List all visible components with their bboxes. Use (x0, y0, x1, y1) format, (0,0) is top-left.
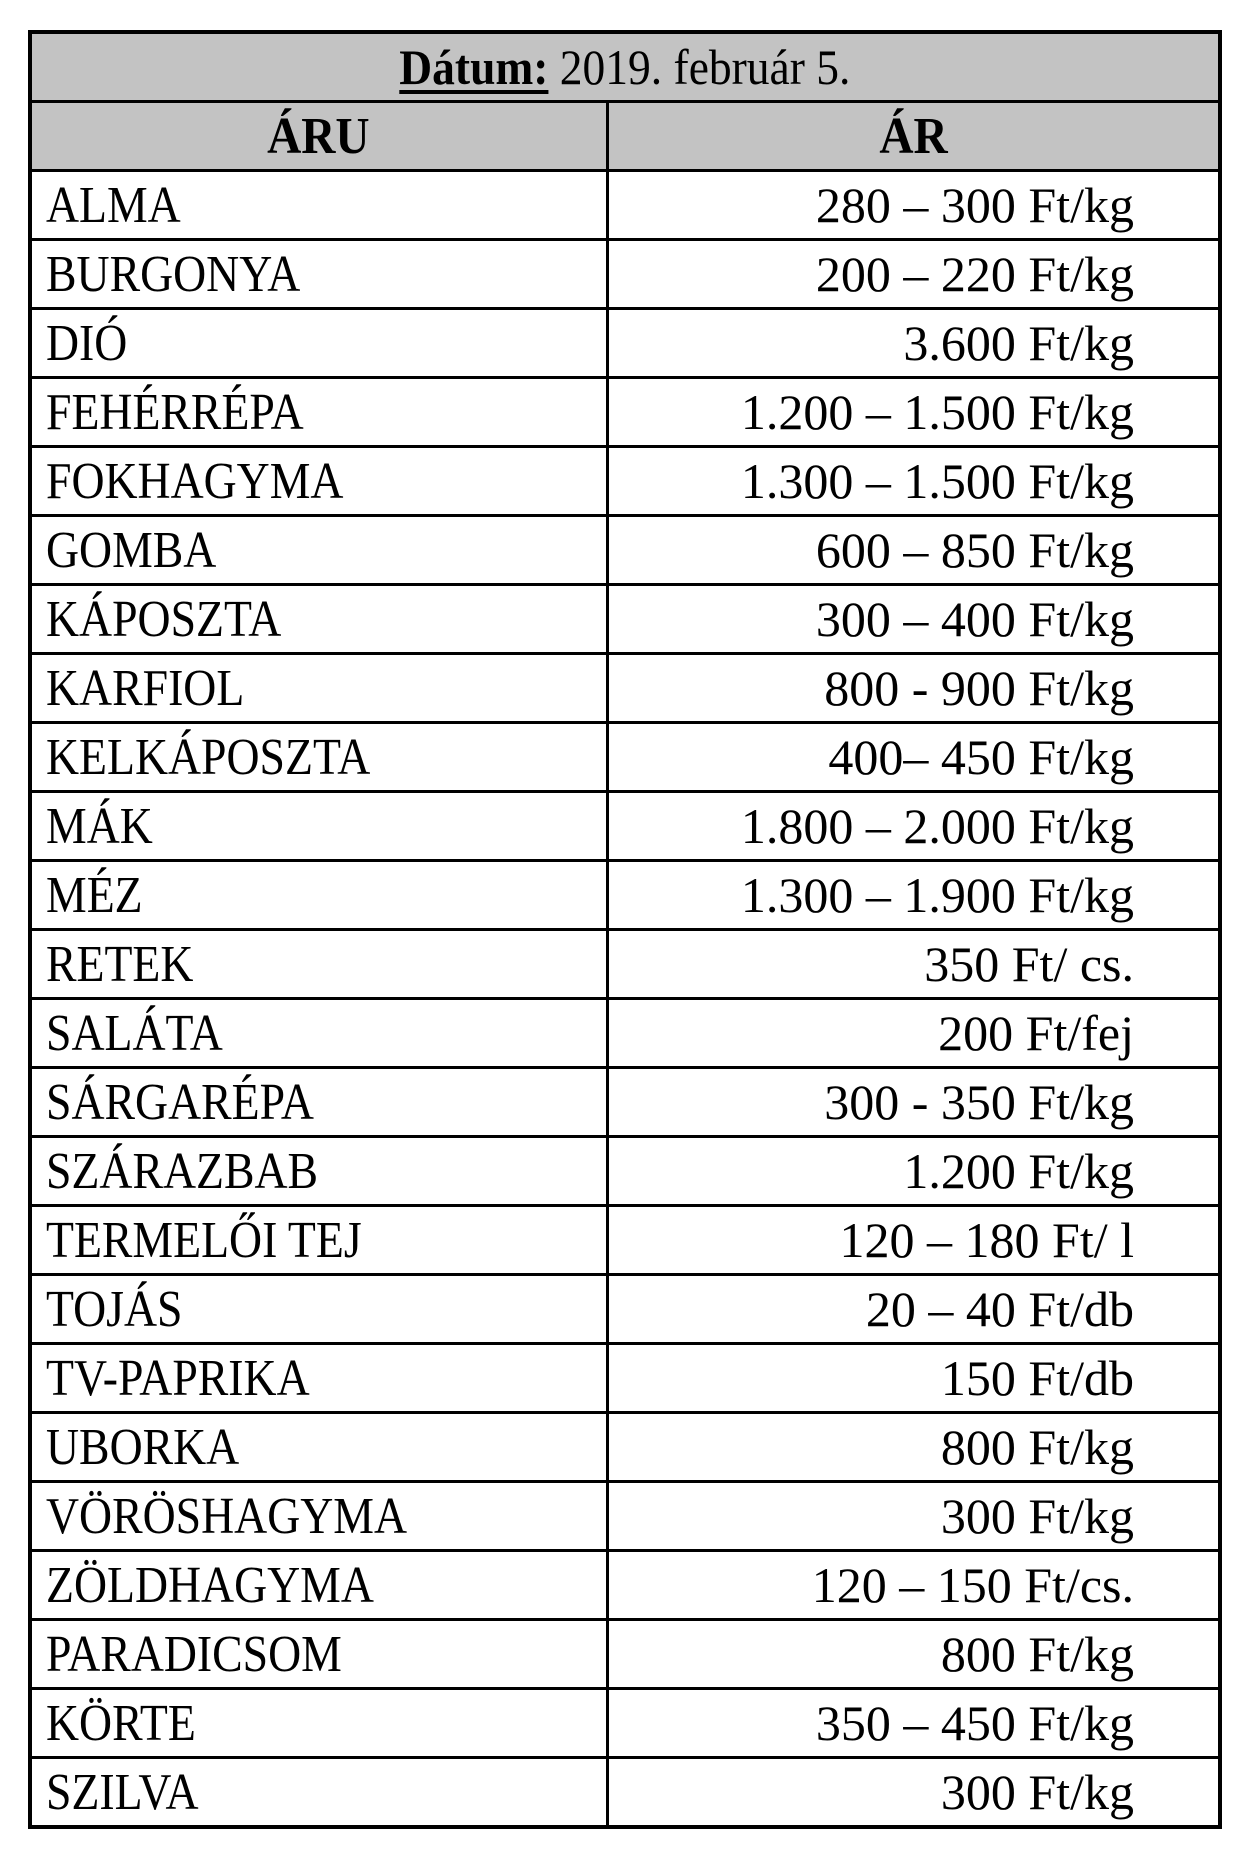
product-name-cell (30, 1482, 607, 1551)
table-row (30, 171, 1220, 240)
product-price: 280 – 300 Ft/kg (815, 177, 1134, 233)
table-row (30, 930, 1220, 999)
product-name-cell (30, 1758, 607, 1828)
product-name-cell (30, 1689, 607, 1758)
product-name-cell (30, 930, 607, 999)
product-name: MÉZ (46, 866, 143, 924)
product-name: KÖRTE (46, 1694, 196, 1752)
table-row (30, 1206, 1220, 1275)
product-name-cell (30, 1620, 607, 1689)
table-row (30, 1620, 1220, 1689)
product-name: TV-PAPRIKA (46, 1349, 310, 1407)
product-name: GOMBA (46, 521, 217, 579)
product-price-cell (607, 654, 1220, 723)
product-name: VÖRÖSHAGYMA (46, 1487, 408, 1545)
product-name-cell (30, 378, 607, 447)
product-name: KARFIOL (46, 659, 245, 717)
product-price-cell (607, 447, 1220, 516)
product-name: RETEK (46, 935, 194, 993)
product-price-cell (607, 792, 1220, 861)
product-price: 300 – 400 Ft/kg (815, 591, 1134, 647)
product-name-cell (30, 861, 607, 930)
price-table (28, 30, 1222, 1829)
product-price-cell (607, 1551, 1220, 1620)
product-price: 800 Ft/kg (940, 1626, 1134, 1682)
table-row (30, 654, 1220, 723)
table-row (30, 585, 1220, 654)
table-row (30, 723, 1220, 792)
product-price-cell (607, 930, 1220, 999)
table-row (30, 999, 1220, 1068)
product-name: MÁK (46, 797, 153, 855)
product-name-cell (30, 1344, 607, 1413)
product-price-cell (607, 1620, 1220, 1689)
product-name: TOJÁS (46, 1280, 183, 1338)
product-name: KELKÁPOSZTA (46, 728, 371, 786)
product-price: 200 Ft/fej (938, 1005, 1134, 1061)
product-price-cell (607, 1689, 1220, 1758)
column-header-row (30, 102, 1220, 171)
product-name-cell (30, 1551, 607, 1620)
column-header-item-label: ÁRU (267, 107, 371, 165)
column-header-item (30, 102, 607, 171)
product-price-cell (607, 1137, 1220, 1206)
date-cell (30, 32, 1220, 102)
product-name: FEHÉRRÉPA (46, 383, 304, 441)
product-name: SZÁRAZBAB (46, 1142, 319, 1200)
product-price: 800 - 900 Ft/kg (824, 660, 1134, 716)
product-price-cell (607, 240, 1220, 309)
product-price-cell (607, 1275, 1220, 1344)
product-name-cell (30, 585, 607, 654)
product-name: ZÖLDHAGYMA (46, 1556, 374, 1614)
product-price: 20 – 40 Ft/db (865, 1281, 1134, 1337)
product-name: TERMELŐI TEJ (46, 1211, 362, 1269)
product-name-cell (30, 240, 607, 309)
table-row (30, 1275, 1220, 1344)
product-price: 1.300 – 1.900 Ft/kg (740, 867, 1134, 923)
product-name-cell (30, 1137, 607, 1206)
table-row (30, 1068, 1220, 1137)
product-price: 1.200 – 1.500 Ft/kg (740, 384, 1134, 440)
product-name: FOKHAGYMA (46, 452, 344, 510)
product-name: SZILVA (46, 1763, 199, 1821)
product-price-cell (607, 999, 1220, 1068)
product-price: 300 - 350 Ft/kg (824, 1074, 1134, 1130)
product-price-cell (607, 1344, 1220, 1413)
table-row (30, 447, 1220, 516)
product-price-cell (607, 1482, 1220, 1551)
product-price: 400– 450 Ft/kg (828, 729, 1134, 785)
table-row (30, 1482, 1220, 1551)
product-price: 350 – 450 Ft/kg (815, 1695, 1134, 1751)
product-price: 1.800 – 2.000 Ft/kg (740, 798, 1134, 854)
table-row (30, 1551, 1220, 1620)
product-name-cell (30, 723, 607, 792)
product-price-cell (607, 585, 1220, 654)
product-price: 1.300 – 1.500 Ft/kg (740, 453, 1134, 509)
product-price: 800 Ft/kg (940, 1419, 1134, 1475)
product-name-cell (30, 999, 607, 1068)
date-line (399, 38, 850, 96)
product-name-cell (30, 516, 607, 585)
product-name-cell (30, 171, 607, 240)
product-name-cell (30, 792, 607, 861)
product-price-cell (607, 1413, 1220, 1482)
product-price-cell (607, 1068, 1220, 1137)
table-row (30, 309, 1220, 378)
product-name-cell (30, 447, 607, 516)
product-price: 350 Ft/ cs. (924, 936, 1134, 992)
product-name-cell (30, 1275, 607, 1344)
product-price: 1.200 Ft/kg (903, 1143, 1134, 1199)
product-name-cell (30, 1068, 607, 1137)
product-price: 600 – 850 Ft/kg (815, 522, 1134, 578)
product-name: SÁRGARÉPA (46, 1073, 314, 1131)
product-name-cell (30, 1413, 607, 1482)
product-name-cell (30, 654, 607, 723)
product-name: BURGONYA (46, 245, 301, 303)
product-name: SALÁTA (46, 1004, 223, 1062)
product-name: PARADICSOM (46, 1625, 342, 1683)
table-row (30, 240, 1220, 309)
table-row (30, 516, 1220, 585)
product-name: ALMA (46, 176, 181, 234)
product-price: 300 Ft/kg (940, 1764, 1134, 1820)
table-row (30, 1413, 1220, 1482)
product-price: 120 – 150 Ft/cs. (811, 1557, 1134, 1613)
column-header-price (607, 102, 1220, 171)
product-name: UBORKA (46, 1418, 240, 1476)
product-price-cell (607, 1758, 1220, 1828)
date-row (30, 32, 1220, 102)
table-row (30, 792, 1220, 861)
table-row (30, 1344, 1220, 1413)
product-name-cell (30, 1206, 607, 1275)
product-name-cell (30, 309, 607, 378)
product-price-cell (607, 861, 1220, 930)
product-price: 120 – 180 Ft/ l (839, 1212, 1134, 1268)
product-price: 3.600 Ft/kg (903, 315, 1134, 371)
product-name: KÁPOSZTA (46, 590, 282, 648)
table-row (30, 1137, 1220, 1206)
column-header-price-label: ÁR (879, 107, 948, 165)
product-price-cell (607, 1206, 1220, 1275)
table-row (30, 1758, 1220, 1828)
product-price-cell (607, 723, 1220, 792)
product-price-cell (607, 309, 1220, 378)
product-price: 300 Ft/kg (940, 1488, 1134, 1544)
product-price-cell (607, 378, 1220, 447)
date-label: Dátum: (399, 39, 549, 95)
product-name: DIÓ (46, 314, 128, 372)
product-price: 150 Ft/db (940, 1350, 1134, 1406)
table-row (30, 1689, 1220, 1758)
product-price-cell (607, 516, 1220, 585)
product-price-cell (607, 171, 1220, 240)
table-row (30, 861, 1220, 930)
table-row (30, 378, 1220, 447)
date-value: 2019. február 5. (559, 39, 851, 95)
product-price: 200 – 220 Ft/kg (815, 246, 1134, 302)
